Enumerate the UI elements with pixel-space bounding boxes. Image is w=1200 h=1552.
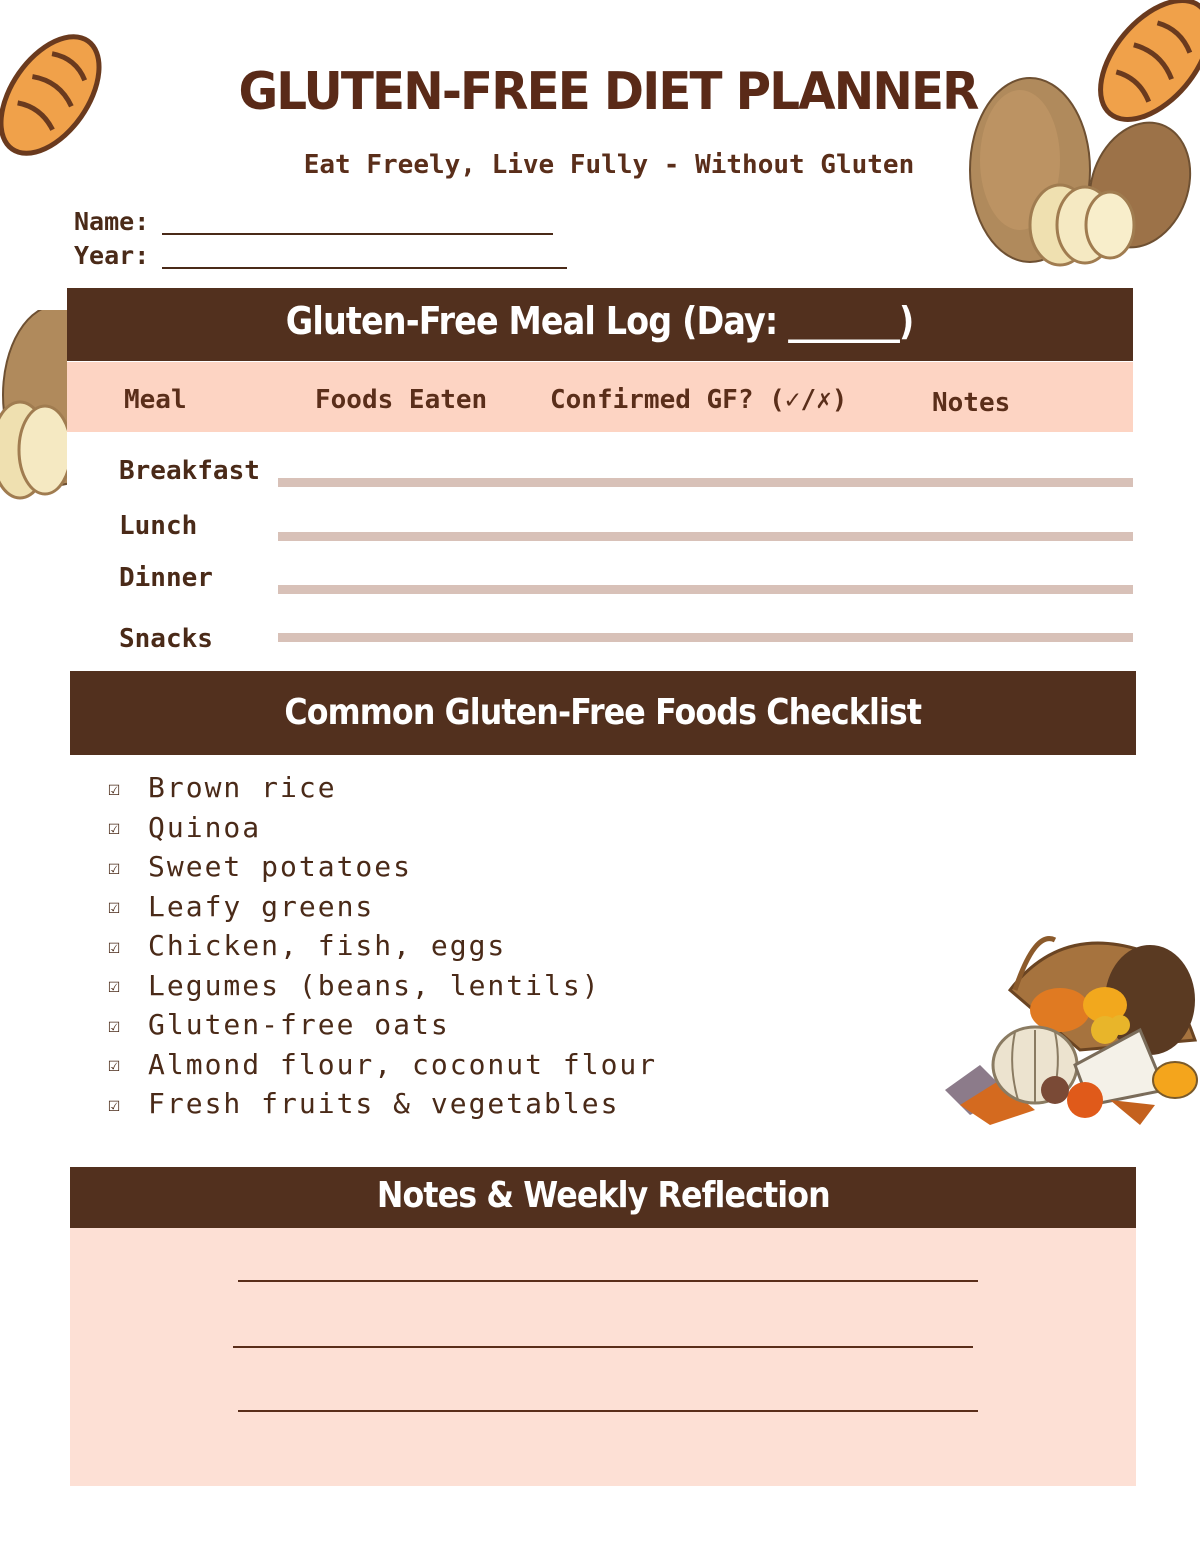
name-label: Name: — [74, 207, 150, 236]
checklist-item[interactable] — [108, 1045, 657, 1085]
year-field[interactable] — [162, 267, 567, 269]
meal-row-lunch-label: Lunch — [119, 511, 198, 541]
checklist-item-label: Almond flour, coconut flour — [148, 1047, 658, 1081]
checklist-item-label: Chicken, fish, eggs — [148, 929, 507, 963]
meal-row-breakfast-label: Breakfast — [119, 456, 260, 486]
notes-area[interactable] — [70, 1228, 1136, 1486]
checklist-item-label: Quinoa — [148, 810, 262, 844]
notes-line[interactable] — [238, 1280, 978, 1282]
checkbox-icon[interactable]: ☑ — [108, 933, 123, 958]
column-header-meal: Meal — [124, 385, 187, 415]
notes-line[interactable] — [238, 1410, 978, 1412]
meal-row-dinner-line[interactable] — [278, 585, 1133, 594]
meal-row-snacks-line[interactable] — [278, 633, 1133, 642]
checkbox-icon[interactable]: ☑ — [108, 854, 123, 879]
checkbox-icon[interactable]: ☑ — [108, 815, 123, 840]
checklist-item[interactable] — [108, 808, 657, 848]
column-header-confirmed-gf: Confirmed GF? (✓/✗) — [550, 385, 848, 415]
checklist-heading: Common Gluten-Free Foods Checklist — [284, 692, 922, 733]
column-header-notes: Notes — [932, 388, 1011, 418]
checklist-item-label: Legumes (beans, lentils) — [148, 968, 601, 1002]
checklist-item-label: Leafy greens — [148, 889, 375, 923]
checkbox-icon[interactable]: ☑ — [108, 1012, 123, 1037]
checkbox-icon[interactable]: ☑ — [108, 1091, 123, 1116]
checklist-item-label: Gluten-free oats — [148, 1008, 450, 1042]
meal-log-heading: Gluten-Free Meal Log (Day: _______) — [286, 299, 914, 343]
checklist-item[interactable] — [108, 926, 657, 966]
notes-line[interactable] — [233, 1346, 973, 1348]
page-title: GLUTEN-FREE DIET PLANNER — [238, 62, 978, 122]
meal-row-snacks-label: Snacks — [119, 624, 213, 654]
meal-row-lunch-line[interactable] — [278, 532, 1133, 541]
name-field[interactable] — [162, 233, 553, 235]
checkbox-icon[interactable]: ☑ — [108, 973, 123, 998]
checklist-item-label: Sweet potatoes — [148, 850, 413, 884]
checklist-item[interactable] — [108, 887, 657, 927]
checklist-item-label: Brown rice — [148, 771, 337, 805]
checklist-item[interactable] — [108, 966, 657, 1006]
page-subtitle: Eat Freely, Live Fully - Without Gluten — [303, 150, 915, 180]
checkbox-icon[interactable]: ☑ — [108, 1052, 123, 1077]
harvest-basket-icon — [940, 930, 1200, 1130]
potato-icon — [0, 310, 67, 500]
checklist-heading-band — [70, 671, 1136, 755]
meal-log-heading-band — [67, 288, 1133, 361]
meal-row-dinner-label: Dinner — [119, 563, 213, 593]
food-checklist — [108, 768, 657, 1124]
year-label: Year: — [74, 241, 150, 270]
column-header-foods-eaten: Foods Eaten — [315, 385, 488, 415]
checkbox-icon[interactable]: ☑ — [108, 894, 123, 919]
notes-heading-band — [70, 1167, 1136, 1229]
checklist-item[interactable] — [108, 847, 657, 887]
meal-row-breakfast-line[interactable] — [278, 478, 1133, 487]
checklist-item[interactable] — [108, 1005, 657, 1045]
checklist-item-label: Fresh fruits & vegetables — [148, 1087, 620, 1121]
checkbox-icon[interactable]: ☑ — [108, 775, 123, 800]
checklist-item[interactable] — [108, 1084, 657, 1124]
checklist-item[interactable] — [108, 768, 657, 808]
notes-heading: Notes & Weekly Reflection — [376, 1175, 830, 1216]
